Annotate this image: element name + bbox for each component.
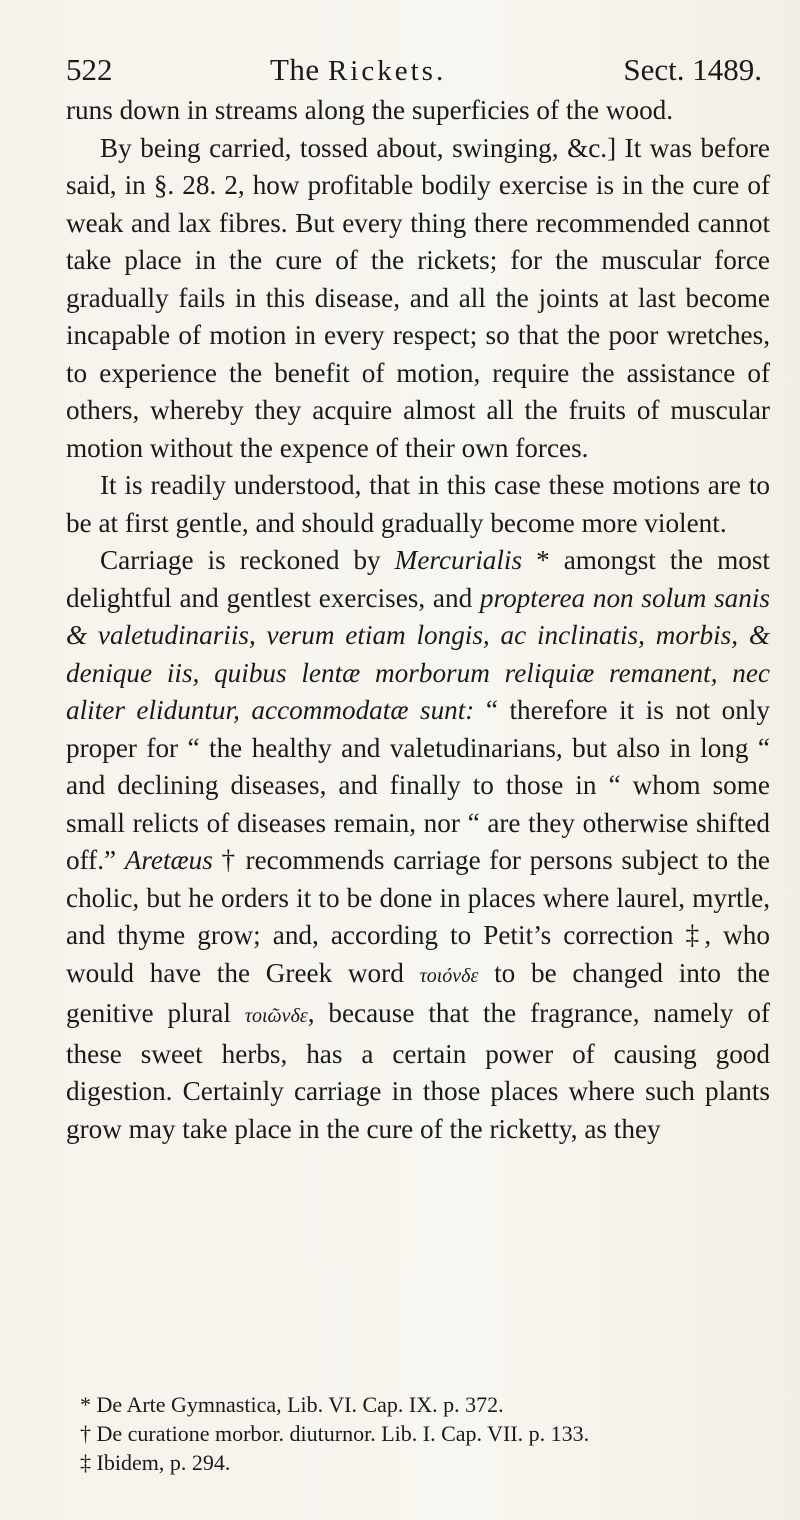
p4-text-c: “ therefore it is not only proper for “ the healthy and valetudinarians, but also in long “ and declining diseases, and finally to those in “ whom some small relicts of diseases remain, nor “ are they otherwise shifted off.”: [66, 695, 770, 875]
footnote-2: † De curatione morbor. diuturnor. Lib. I. Cap. VII. p. 133.: [80, 1421, 590, 1446]
p4-text-d: † recommends carriage for persons subject to the cholic, but he orders it to be done in places where laurel, myrtle, and thyme grow; and, according to Petit’s correction ‡, who would have the Greek word: [66, 845, 770, 988]
footnote-3: ‡ Ibidem, p. 294.: [80, 1450, 231, 1475]
greek-word-1: τοιόνδε: [419, 964, 479, 987]
greek-word-2: τοιῶνδε: [244, 1005, 308, 1027]
running-title: [270, 52, 446, 88]
title-rickets: Rickets.: [327, 55, 447, 87]
p4-text-f: , because that the fragrance, namely of these sweet herbs, has a certain power of causing good digestion. Certainly carriage in those places where such plants grow may take place in the cure of the ricketty, as they: [66, 998, 770, 1144]
footnote-1: * De Arte Gymnastica, Lib. VI. Cap. IX. p. 372.: [80, 1392, 504, 1417]
author-aretaeus: Aretæus: [124, 845, 213, 875]
p4-text-b: * amongst the most delightful and gentlest exercises, and: [66, 545, 770, 613]
running-header: [66, 52, 770, 92]
paragraph-3: It is readily understood, that in this case these motions are to be at first gentle, and should gradually become more violent.: [66, 470, 770, 538]
p4-text-a: Carriage is reckoned by: [100, 545, 395, 575]
author-mercurialis: Mercurialis: [394, 545, 523, 575]
paragraph-4: [66, 542, 770, 1148]
paragraph-1: runs down in streams along the superficies of the wood.: [66, 95, 674, 125]
p4-text-e: to be changed into the genitive plural: [66, 957, 770, 1028]
section-number: Sect. 1489.: [623, 52, 762, 87]
title-the: The: [270, 52, 320, 87]
body-text: [66, 92, 770, 1148]
page-number: 522: [66, 52, 113, 87]
footnotes: [66, 1390, 770, 1477]
latin-quotation: propterea non solum sanis & valetudinariis, verum etiam longis, ac inclinatis, morbis, & denique iis, quibus lentæ morborum reliquiæ remanent, nec aliter eliduntur, accommodatæ sunt:: [66, 582, 770, 725]
paragraph-2: By being carried, tossed about, swinging, &c.] It was before said, in §. 28. 2, how profitable bodily exercise is in the cure of weak and lax fibres. But every thing there recommended cannot take place in the cure of the rickets; for the muscular force gradually fails in this disease, and all the joints at last become incapable of motion in every respect; so that the poor wretches, to experience the benefit of motion, require the assistance of others, whereby they acquire almost all the fruits of muscular motion without the expence of their own forces.: [66, 132, 770, 463]
